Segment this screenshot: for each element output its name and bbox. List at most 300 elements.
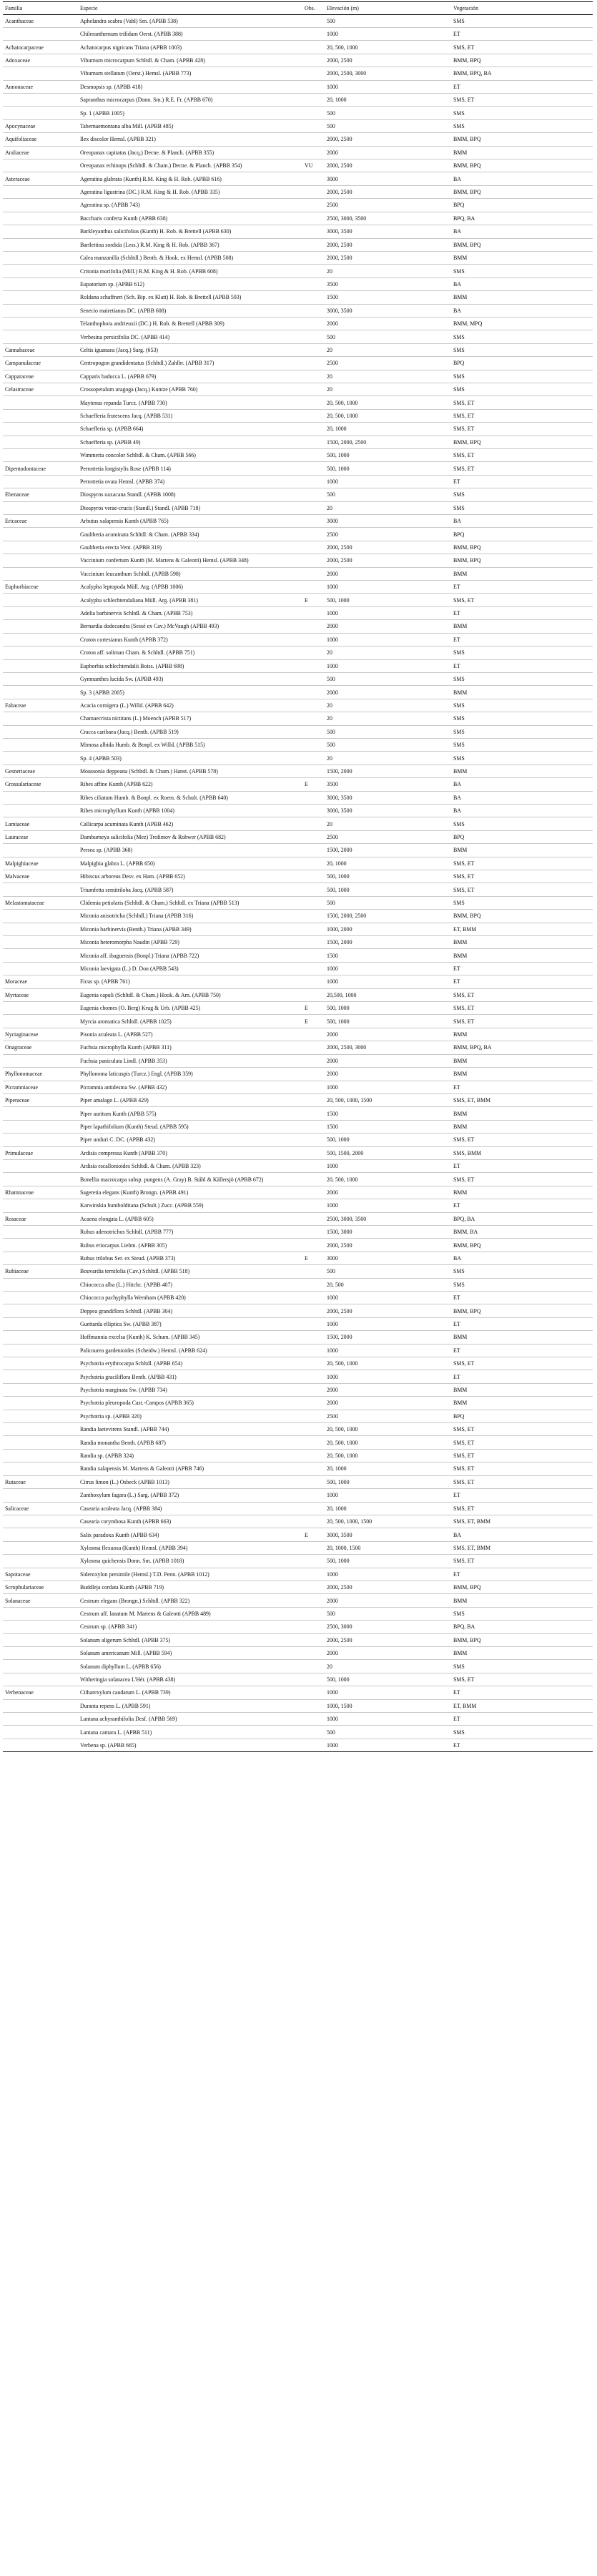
cell-elevacion: 500, 1000 [325,1555,451,1568]
cell-familia: Scrophulariaceae [3,1580,78,1593]
cell-especie: Sp. 3 (APBB 2005) [78,686,302,699]
cell-vegetacion: BA [451,172,593,185]
table-row [3,1607,593,1620]
cell-elevacion: 1500, 2000 [325,1331,451,1344]
cell-obs: E [302,1002,325,1015]
table-row [3,1002,593,1015]
cell-obs [302,212,325,225]
cell-familia: Apocynaceae [3,119,78,132]
cell-familia [3,94,78,107]
cell-obs [302,765,325,777]
cell-elevacion: 20, 500, 1000, 1500 [325,1093,451,1106]
table-row [3,67,593,80]
cell-especie: Ribes affine Kunth (APBB 622) [78,778,302,791]
cell-vegetacion: BMM [451,1107,593,1120]
cell-especie: Bonellia macrocarpa subsp. pungens (A. Gray) B. Ståhl & Källersjö (APBB 672) [78,1173,302,1186]
cell-vegetacion: SMS [451,1726,593,1739]
table-row [3,817,593,830]
cell-familia [3,1713,78,1726]
cell-vegetacion: SMS, BMM [451,1146,593,1159]
cell-especie: Piper auritum Kunth (APBB 575) [78,1107,302,1120]
cell-obs [302,1265,325,1278]
cell-elevacion: 1000 [325,606,451,619]
cell-familia [3,883,78,896]
cell-obs [302,1292,325,1304]
cell-vegetacion: BMM [451,251,593,264]
cell-familia [3,554,78,567]
cell-elevacion: 20 [325,647,451,659]
cell-elevacion: 2000, 2500 [325,541,451,554]
cell-especie: Gymnanthes lucida Sw. (APBB 493) [78,672,302,685]
table-row [3,1646,593,1659]
cell-vegetacion: BMM [451,1594,593,1607]
table-row [3,1199,593,1212]
cell-especie: Chileranthemum trifidum Oerst. (APBB 388) [78,28,302,41]
table-row [3,54,593,67]
cell-vegetacion: SMS [451,752,593,765]
cell-especie: Schaefferia frutescens Jacq. (APBB 531) [78,409,302,422]
cell-obs [302,1239,325,1252]
cell-obs [302,1278,325,1291]
table-row [3,936,593,949]
cell-elevacion: 500, 1000 [325,1673,451,1686]
table-row [3,1528,593,1541]
cell-especie: Cestrum sp. (APBB 341) [78,1621,302,1633]
cell-elevacion: 500 [325,672,451,685]
cell-especie: Cracca caribaea (Jacq.) Benth. (APBB 519) [78,725,302,738]
cell-elevacion: 1000 [325,1199,451,1212]
cell-elevacion: 2000, 2500 [325,185,451,198]
cell-elevacion: 3000, 3500 [325,1528,451,1541]
cell-vegetacion: SMS, ET [451,594,593,606]
table-body [3,14,593,1752]
cell-elevacion: 20, 1000 [325,1462,451,1475]
cell-elevacion: 2000 [325,620,451,633]
cell-elevacion: 1500 [325,1120,451,1133]
cell-familia [3,159,78,172]
cell-familia [3,251,78,264]
table-row [3,712,593,725]
table-row [3,672,593,685]
cell-elevacion: 2500, 3000, 3500 [325,1212,451,1225]
cell-obs [302,1660,325,1673]
table-row [3,1423,593,1436]
cell-vegetacion: SMS [451,119,593,132]
header-elevacion: Elevación (m) [325,2,451,15]
cell-vegetacion: BMM, BPQ [451,133,593,146]
cell-especie: Eugenia capuli (Schltdl. & Cham.) Hook. & Arn. (APBB 750) [78,988,302,1001]
cell-elevacion: 20, 1000 [325,1502,451,1515]
cell-vegetacion: SMS [451,699,593,712]
cell-familia: Lamiaceae [3,817,78,830]
cell-familia: Moraceae [3,975,78,988]
cell-familia: Ericaceae [3,515,78,528]
table-row [3,423,593,436]
table-row [3,317,593,330]
cell-vegetacion: BPQ [451,528,593,541]
cell-elevacion: 2500 [325,830,451,843]
table-row [3,1146,593,1159]
cell-vegetacion: BMM, BA [451,1225,593,1238]
cell-especie: Viburnum stellatum (Oerst.) Hemsl. (APBB 773) [78,67,302,80]
cell-elevacion: 1000 [325,1292,451,1304]
cell-elevacion: 1000 [325,28,451,41]
table-row [3,1673,593,1686]
cell-obs [302,1726,325,1739]
cell-vegetacion: SMS [451,488,593,501]
cell-familia [3,791,78,804]
table-row [3,1515,593,1528]
cell-obs [302,515,325,528]
cell-especie: Rubus adenotrichos Schltdl. (APBB 777) [78,1225,302,1238]
cell-vegetacion: SMS, ET [451,1436,593,1449]
table-row [3,238,593,251]
cell-vegetacion: BA [451,804,593,817]
cell-vegetacion: ET [451,581,593,594]
cell-elevacion: 1000 [325,1159,451,1172]
cell-especie: Wimmeria concolor Schltdl. & Cham. (APBB 566) [78,449,302,462]
cell-familia [3,212,78,225]
cell-especie: Psychotria marginata Sw. (APBB 734) [78,1383,302,1396]
table-row [3,1568,593,1580]
cell-especie: Acacia cornigera (L.) Willd. (APBB 642) [78,699,302,712]
cell-especie: Ribes microphyllum Kunth (APBB 1004) [78,804,302,817]
cell-elevacion: 500, 1000 [325,870,451,883]
table-row [3,119,593,132]
cell-familia [3,423,78,436]
cell-especie: Psychotria erythrocarpa Schltdl. (APBB 654) [78,1357,302,1370]
table-row [3,765,593,777]
cell-obs [302,291,325,304]
cell-obs [302,528,325,541]
cell-vegetacion: ET [451,1317,593,1330]
cell-familia [3,1726,78,1739]
cell-vegetacion: SMS, ET [451,449,593,462]
cell-vegetacion: SMS, ET [451,870,593,883]
cell-obs [302,1081,325,1093]
cell-vegetacion: SMS [451,817,593,830]
cell-especie: Euphorbia schlechtendalii Boiss. (APBB 698) [78,659,302,672]
cell-especie: Perrottetia longistylis Rose (APBB 114) [78,462,302,475]
table-row [3,370,593,383]
cell-elevacion: 1000 [325,1568,451,1580]
cell-elevacion: 20, 500 [325,1278,451,1291]
cell-especie: Calea manzanilla (Schltdl.) Benth. & Hook. ex Hemsl. (APBB 508) [78,251,302,264]
cell-especie: Acalypha schlechtendaliana Müll. Arg. (APBB 381) [78,594,302,606]
cell-obs [302,146,325,159]
cell-obs [302,1410,325,1422]
cell-elevacion: 500, 1000 [325,1002,451,1015]
table-row [3,304,593,317]
cell-especie: Chamaecrista nictitans (L.) Moench (APBB 517) [78,712,302,725]
cell-vegetacion: BMM [451,1186,593,1199]
table-row [3,199,593,212]
cell-elevacion: 20 [325,752,451,765]
cell-obs: E [302,1015,325,1028]
cell-elevacion: 3000 [325,1252,451,1264]
cell-especie: Barkleyanthus salicifolius (Kunth) H. Rob. & Brettell (APBB 630) [78,225,302,238]
cell-vegetacion: SMS [451,1607,593,1620]
cell-vegetacion: ET [451,1344,593,1357]
cell-vegetacion: BMM [451,1120,593,1133]
cell-obs [302,1475,325,1488]
cell-vegetacion: BA [451,277,593,290]
cell-vegetacion: SMS, ET [451,883,593,896]
cell-obs [302,94,325,107]
cell-especie: Rubus trilobus Ser. ex Steud. (APBB 373) [78,1252,302,1264]
cell-especie: Ficus sp. (APBB 761) [78,975,302,988]
cell-elevacion: 2000, 2500 [325,251,451,264]
cell-elevacion: 2500 [325,1410,451,1422]
cell-especie: Randia sp. (APBB 324) [78,1449,302,1462]
cell-vegetacion: SMS, ET [451,1475,593,1488]
cell-vegetacion: SMS [451,725,593,738]
table-row [3,1041,593,1054]
cell-especie: Verbesina persicifolia DC. (APBB 414) [78,330,302,343]
cell-familia: Gesneriaceae [3,765,78,777]
cell-obs [302,1134,325,1146]
cell-vegetacion: SMS, ET [451,1015,593,1028]
cell-familia [3,1225,78,1238]
table-row [3,515,593,528]
cell-familia: Dipentodontaceae [3,462,78,475]
cell-especie: Malpighia glabra L. (APBB 650) [78,857,302,870]
cell-familia [3,910,78,923]
cell-vegetacion: SMS, ET [451,1173,593,1186]
cell-familia: Melastomataceae [3,896,78,909]
table-row [3,1397,593,1410]
cell-familia [3,528,78,541]
cell-vegetacion: BMM [451,1383,593,1396]
cell-especie: Hibiscus arboreus Desv. ex Ham. (APBB 652) [78,870,302,883]
cell-familia: Rutaceae [3,1475,78,1488]
cell-familia: Cannabaceae [3,343,78,356]
cell-familia [3,409,78,422]
cell-familia [3,475,78,488]
cell-obs [302,541,325,554]
table-row [3,1252,593,1264]
cell-elevacion: 2000, 2500 [325,238,451,251]
cell-elevacion: 2000, 2500 [325,54,451,67]
cell-elevacion: 1000 [325,80,451,93]
cell-vegetacion: BMM, BPQ [451,54,593,67]
cell-especie: Ardisia compressa Kunth (APBB 370) [78,1146,302,1159]
cell-especie: Miconia laevigata (L.) D. Don (APBB 543) [78,962,302,975]
cell-vegetacion: BA [451,304,593,317]
cell-familia [3,1541,78,1554]
table-row [3,1633,593,1646]
cell-elevacion: 2000 [325,1383,451,1396]
cell-vegetacion: BPQ, BA [451,212,593,225]
cell-elevacion: 20 [325,343,451,356]
cell-especie: Fuchsia microphylla Kunth (APBB 311) [78,1041,302,1054]
cell-obs [302,949,325,962]
cell-obs [302,1739,325,1751]
cell-especie: Piper amalago L. (APBB 429) [78,1093,302,1106]
cell-elevacion: 20, 500, 1000 [325,1357,451,1370]
cell-familia: Malpighiaceae [3,857,78,870]
cell-elevacion: 500, 1000 [325,462,451,475]
cell-familia [3,449,78,462]
cell-obs [302,1607,325,1620]
cell-familia: Salicaceae [3,1502,78,1515]
table-row [3,251,593,264]
cell-vegetacion: SMS, ET [451,462,593,475]
cell-obs [302,804,325,817]
cell-vegetacion: SMS, ET [451,1357,593,1370]
cell-elevacion: 2000, 2500 [325,1580,451,1593]
cell-familia: Asteraceae [3,172,78,185]
cell-familia [3,1555,78,1568]
cell-vegetacion: BMM [451,1397,593,1410]
cell-vegetacion: BMM, BPQ [451,1239,593,1252]
cell-familia [3,107,78,119]
cell-obs [302,383,325,395]
cell-vegetacion: BMM, MPQ [451,317,593,330]
cell-elevacion: 2000, 2500 [325,1304,451,1317]
table-row [3,791,593,804]
table-row [3,1120,593,1133]
cell-familia [3,672,78,685]
cell-obs [302,14,325,27]
table-row [3,659,593,672]
cell-familia [3,277,78,290]
cell-elevacion: 1000 [325,1713,451,1726]
cell-familia: Picramniaceae [3,1081,78,1093]
cell-elevacion: 3500 [325,778,451,791]
table-row [3,343,593,356]
cell-vegetacion: SMS [451,370,593,383]
table-row [3,1739,593,1751]
cell-familia [3,844,78,857]
cell-obs [302,1436,325,1449]
table-row [3,1370,593,1383]
cell-obs [302,357,325,370]
cell-especie: Eugenia chomes (O. Berg) Krug & Urb. (APBB 425) [78,1002,302,1015]
cell-obs [302,672,325,685]
cell-elevacion: 1500, 2000 [325,765,451,777]
cell-especie: Ageratina ligustrina (DC.) R.M. King & H. Rob. (APBB 335) [78,185,302,198]
cell-familia [3,1120,78,1133]
cell-familia: Rubiaceae [3,1265,78,1278]
cell-obs [302,1068,325,1081]
header-row [3,2,593,15]
cell-familia: Myrtaceae [3,988,78,1001]
cell-vegetacion: BMM, BPQ [451,554,593,567]
cell-elevacion: 3500 [325,277,451,290]
cell-elevacion: 20 [325,712,451,725]
cell-especie: Lantana camara L. (APBB 511) [78,1726,302,1739]
cell-familia [3,1002,78,1015]
cell-especie: Pisonia aculeata L. (APBB 527) [78,1028,302,1041]
cell-familia [3,1331,78,1344]
table-row [3,396,593,409]
cell-especie: Oreopanax echinops (Schltdl. & Cham.) Decne. & Planch. (APBB 354) [78,159,302,172]
cell-especie: Piper unduri C. DC. (APBB 432) [78,1134,302,1146]
table-row [3,383,593,395]
cell-familia [3,949,78,962]
cell-familia [3,712,78,725]
cell-especie: Damburneya salicifolia (Mez) Trofimov & Rohwer (APBB 682) [78,830,302,843]
cell-familia [3,1304,78,1317]
cell-obs [302,857,325,870]
cell-especie: Triumfetta semitriloba Jacq. (APBB 587) [78,883,302,896]
cell-familia: Grossulariaceae [3,778,78,791]
cell-obs [302,462,325,475]
cell-familia [3,1423,78,1436]
cell-especie: Gaultheria erecta Vent. (APBB 319) [78,541,302,554]
table-row [3,172,593,185]
cell-elevacion: 2000 [325,686,451,699]
cell-familia: Sapotaceae [3,1568,78,1580]
table-row [3,291,593,304]
cell-especie: Psychotria sp. (APBB 320) [78,1410,302,1422]
table-row [3,528,593,541]
cell-especie: Moussonia deppeana (Schltdl. & Cham.) Hanst. (APBB 578) [78,765,302,777]
cell-elevacion: 1500, 3000 [325,1225,451,1238]
cell-vegetacion: BMM [451,1054,593,1067]
cell-obs [302,567,325,580]
cell-obs [302,1107,325,1120]
cell-obs [302,1317,325,1330]
cell-elevacion: 20, 500, 1000 [325,396,451,409]
cell-obs [302,1541,325,1554]
cell-vegetacion: SMS [451,501,593,514]
table-row [3,1159,593,1172]
cell-obs [302,1159,325,1172]
cell-especie: Solanum diphyllum L. (APBB 656) [78,1660,302,1673]
cell-especie: Randia monantha Benth. (APBB 687) [78,1436,302,1449]
cell-elevacion: 20 [325,383,451,395]
cell-elevacion: 1000 [325,962,451,975]
cell-vegetacion: SMS, ET, BMM [451,1541,593,1554]
table-row [3,1081,593,1093]
cell-especie: Desmopsis sp. (APBB 418) [78,80,302,93]
cell-familia [3,1054,78,1067]
cell-obs [302,80,325,93]
cell-obs [302,449,325,462]
table-row [3,1278,593,1291]
cell-familia [3,238,78,251]
cell-obs [302,1054,325,1067]
cell-especie: Maytenus repanda Turcz. (APBB 730) [78,396,302,409]
table-row [3,185,593,198]
table-row [3,449,593,462]
cell-obs [302,896,325,909]
cell-obs [302,1462,325,1475]
cell-especie: Acaena elongata L. (APBB 605) [78,1212,302,1225]
cell-vegetacion: SMS [451,1265,593,1278]
cell-vegetacion: BMM [451,567,593,580]
cell-obs [302,975,325,988]
cell-obs [302,1449,325,1462]
cell-obs [302,686,325,699]
cell-especie: Salix paradoxa Kunth (APBB 634) [78,1528,302,1541]
table-row [3,1541,593,1554]
table-row [3,501,593,514]
cell-especie: Persea sp. (APBB 368) [78,844,302,857]
cell-elevacion: 2000 [325,1646,451,1659]
cell-obs [302,1028,325,1041]
cell-elevacion: 3000, 3500 [325,804,451,817]
table-row [3,896,593,909]
cell-obs [302,1120,325,1133]
table-row [3,212,593,225]
cell-vegetacion: SMS, ET [451,396,593,409]
cell-elevacion: 2500, 3000, 3500 [325,212,451,225]
table-row [3,225,593,238]
cell-vegetacion: SMS, ET [451,1555,593,1568]
